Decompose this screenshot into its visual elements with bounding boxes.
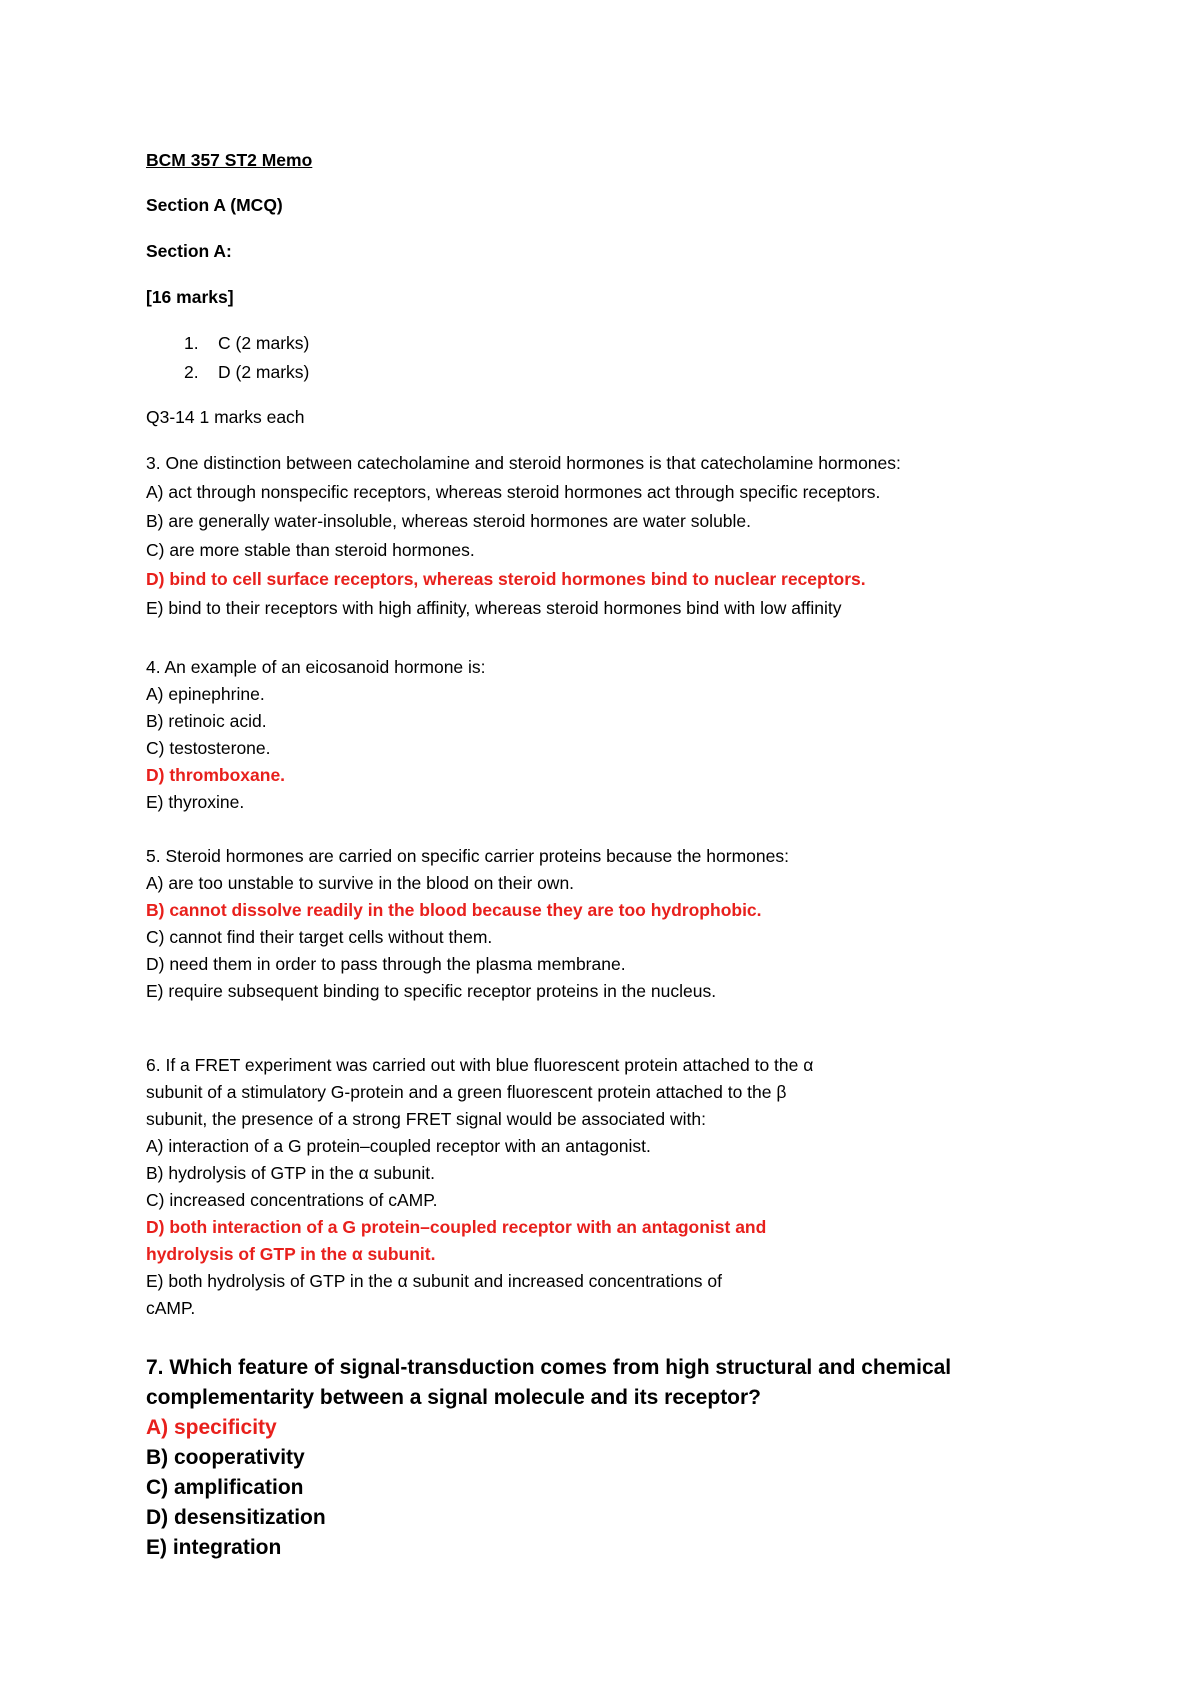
- q5-option-d: D) need them in order to pass through the plasma membrane.: [146, 954, 626, 974]
- q7-option-c: C) amplification: [146, 1476, 304, 1499]
- q6-stem-line-3: subunit, the presence of a strong FRET signal would be associated with:: [146, 1109, 706, 1129]
- q5-option-a: A) are too unstable to survive in the blood on their own.: [146, 873, 575, 893]
- q6-option-c: C) increased concentrations of cAMP.: [146, 1190, 438, 1210]
- q4-option-c: C) testosterone.: [146, 738, 271, 758]
- section-heading-a: Section A:: [146, 241, 232, 261]
- q6-stem-line-2: subunit of a stimulatory G-protein and a green fluorescent protein attached to the β: [146, 1082, 787, 1102]
- q7-option-e: E) integration: [146, 1536, 282, 1559]
- q6-option-b: B) hydrolysis of GTP in the α subunit.: [146, 1163, 435, 1183]
- q6-stem-line-1: 6. If a FRET experiment was carried out with blue fluorescent protein attached to the α: [146, 1055, 814, 1075]
- q6-option-a: A) interaction of a G protein–coupled receptor with an antagonist.: [146, 1136, 651, 1156]
- answer-number: 2.: [184, 362, 199, 382]
- q6-option-d-correct-line-1: D) both interaction of a G protein–coupled receptor with an antagonist and: [146, 1217, 767, 1237]
- q5-option-c: C) cannot find their target cells without them.: [146, 927, 493, 947]
- q4-option-b: B) retinoic acid.: [146, 711, 267, 731]
- answer-number: 1.: [184, 333, 199, 353]
- q4-option-e: E) thyroxine.: [146, 792, 245, 812]
- q3-option-c: C) are more stable than steroid hormones.: [146, 540, 475, 560]
- q7-option-b: B) cooperativity: [146, 1446, 305, 1469]
- section-heading-mcq: Section A (MCQ): [146, 195, 283, 215]
- q7-option-d: D) desensitization: [146, 1506, 326, 1529]
- q4-option-d-correct: D) thromboxane.: [146, 765, 286, 785]
- marks-note: Q3-14 1 marks each: [146, 407, 305, 427]
- marks-total: [16 marks]: [146, 287, 234, 307]
- q4-stem: 4. An example of an eicosanoid hormone is:: [146, 657, 486, 677]
- q7-stem-line-2: complementarity between a signal molecule and its receptor?: [146, 1386, 762, 1409]
- q6-option-e-line-2: cAMP.: [146, 1298, 196, 1318]
- answer-text: D (2 marks): [218, 362, 310, 382]
- q5-option-e: E) require subsequent binding to specific receptor proteins in the nucleus.: [146, 981, 717, 1001]
- document-title: BCM 357 ST2 Memo: [146, 150, 313, 170]
- q6-option-d-correct-line-2: hydrolysis of GTP in the α subunit.: [146, 1244, 436, 1264]
- q3-option-d-correct: D) bind to cell surface receptors, whereas steroid hormones bind to nuclear receptors.: [146, 569, 866, 589]
- q5-stem: 5. Steroid hormones are carried on specific carrier proteins because the hormones:: [146, 846, 789, 866]
- q6-option-e-line-1: E) both hydrolysis of GTP in the α subunit and increased concentrations of: [146, 1271, 722, 1291]
- q3-option-b: B) are generally water-insoluble, whereas steroid hormones are water soluble.: [146, 511, 752, 531]
- q4-option-a: A) epinephrine.: [146, 684, 265, 704]
- q7-option-a-correct: A) specificity: [146, 1416, 277, 1439]
- q3-option-a: A) act through nonspecific receptors, whereas steroid hormones act through specific receptors.: [146, 482, 881, 502]
- q3-option-e: E) bind to their receptors with high affinity, whereas steroid hormones bind with low affinity: [146, 598, 842, 618]
- q7-stem-line-1: 7. Which feature of signal-transduction comes from high structural and chemical: [146, 1356, 952, 1379]
- q3-stem: 3. One distinction between catecholamine and steroid hormones is that catecholamine hormones:: [146, 453, 901, 473]
- q5-option-b-correct: B) cannot dissolve readily in the blood because they are too hydrophobic.: [146, 900, 762, 920]
- answer-text: C (2 marks): [218, 333, 310, 353]
